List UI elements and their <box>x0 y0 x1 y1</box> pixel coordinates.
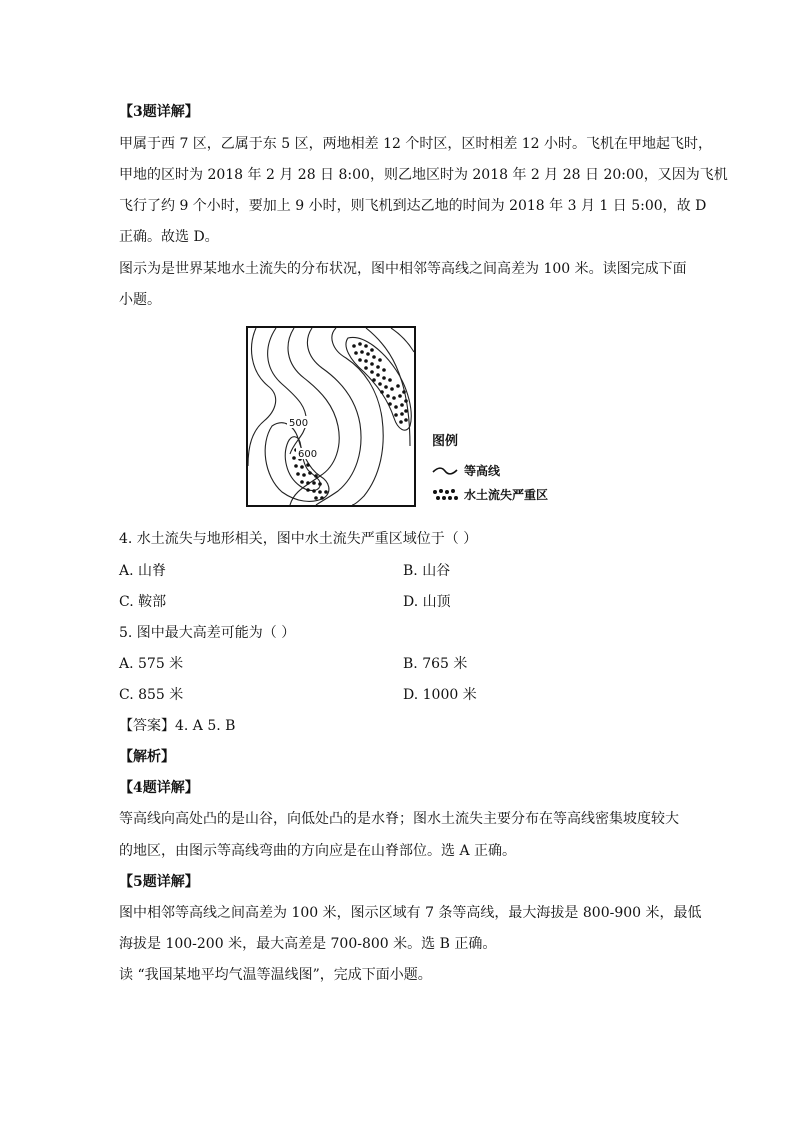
legend-erosion-label: 水土流失严重区 <box>464 488 549 502</box>
section3-line-4: 正确。故选 D。 <box>119 229 219 245</box>
question-5-option-a: A. 575 米 <box>119 656 184 672</box>
section3-line-2: 甲地的区时为 2018 年 2 月 28 日 8:00，则乙地区时为 2018 年 2 月 28 日 20:00，又因为飞机 <box>119 167 728 183</box>
contour-label-500: 500 <box>289 418 309 429</box>
contour-label-600: 600 <box>298 449 318 460</box>
question-4-option-d: D. 山顶 <box>403 594 451 610</box>
answer-line: 【答案】4. A 5. B <box>119 718 236 734</box>
section3-line-1: 甲属于西 7 区，乙属于东 5 区，两地相差 12 个时区，区时相差 12 小时。飞机在甲地起飞时， <box>119 136 713 152</box>
erosion-dots-icon <box>432 488 458 502</box>
section4-line-2: 的地区，由图示等高线弯曲的方向应是在山脊部位。选 A 正确。 <box>119 843 517 859</box>
question-5-stem: 5. 图中最大高差可能为（ ） <box>119 625 296 641</box>
question-5-option-d: D. 1000 米 <box>403 687 477 703</box>
intro-line-1: 图示为是世界某地水土流失的分布状况，图中相邻等高线之间高差为 100 米。读图完成下面 <box>119 261 687 277</box>
section5-line-2: 海拔是 100-200 米，最大高差是 700-800 米。选 B 正确。 <box>119 936 497 952</box>
question-4-option-c: C. 鞍部 <box>119 594 167 610</box>
question-4-option-a: A. 山脊 <box>119 563 167 579</box>
section4-line-1: 等高线向高处凸的是山谷，向低处凸的是水脊；图水土流失主要分布在等高线密集坡度较大 <box>119 811 679 827</box>
section4-heading: 【4题详解】 <box>119 780 199 796</box>
analysis-heading: 【解析】 <box>119 749 175 765</box>
legend-contour-label: 等高线 <box>464 464 501 478</box>
legend-contour <box>432 462 500 479</box>
contour-map-figure <box>246 326 566 511</box>
intro-line-2: 小题。 <box>119 292 161 308</box>
section3-heading: 【3题详解】 <box>119 104 199 120</box>
legend-title: 图例 <box>432 434 459 449</box>
question-4-option-b: B. 山谷 <box>403 563 451 579</box>
contour-map <box>246 326 416 507</box>
legend-erosion <box>432 486 548 503</box>
section3-line-3: 飞行了约 9 个小时，要加上 9 小时，则飞机到达乙地的时间为 2018 年 3 月 1 日 5:00，故 D <box>119 198 707 214</box>
contour-line-icon <box>432 466 458 476</box>
next-question-prompt: 读 “我国某地平均气温等温线图”，完成下面小题。 <box>119 967 432 983</box>
question-4-stem: 4. 水土流失与地形相关，图中水土流失严重区域位于（ ） <box>119 531 478 547</box>
section5-heading: 【5题详解】 <box>119 874 199 890</box>
question-5-option-c: C. 855 米 <box>119 687 184 703</box>
question-5-option-b: B. 765 米 <box>403 656 468 672</box>
section5-line-1: 图中相邻等高线之间高差为 100 米，图示区域有 7 条等高线，最大海拔是 800-900 米，最低 <box>119 905 702 921</box>
